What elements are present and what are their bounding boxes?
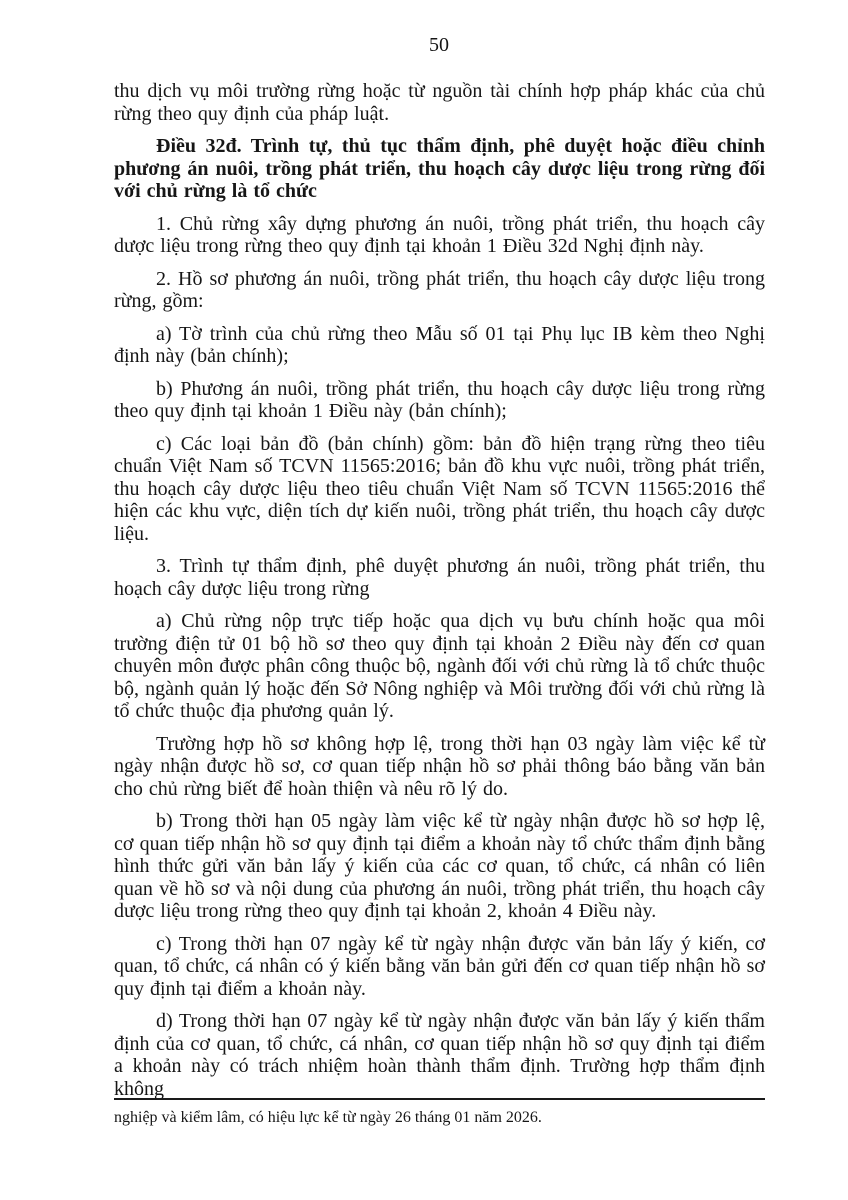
clause-3-point-d: d) Trong thời hạn 07 ngày kể từ ngày nhận được văn bản lấy ý kiến thẩm định của cơ quan, tổ chức, cá nhân, cơ quan tiếp nhận hồ sơ quy định tại điểm a khoản này có trách nhiệm hoàn thành thẩm định. Trường hợp thẩm định không xyxy=(114,1010,765,1100)
clause-3: 3. Trình tự thẩm định, phê duyệt phương án nuôi, trồng phát triển, thu hoạch cây dược liệu trong rừng xyxy=(114,555,765,600)
clause-1: 1. Chủ rừng xây dựng phương án nuôi, trồng phát triển, thu hoạch cây dược liệu trong rừng theo quy định tại khoản 1 Điều 32d Nghị định này. xyxy=(114,212,765,257)
clause-2-point-b: b) Phương án nuôi, trồng phát triển, thu hoạch cây dược liệu trong rừng theo quy định tại khoản 1 Điều này (bản chính); xyxy=(114,377,765,422)
clause-3-invalid-dossier-note: Trường hợp hồ sơ không hợp lệ, trong thời hạn 03 ngày làm việc kể từ ngày nhận được hồ sơ, cơ quan tiếp nhận hồ sơ phải thông báo bằng văn bản cho chủ rừng biết để hoàn thiện và nêu rõ lý do. xyxy=(114,732,765,800)
clause-3-point-a: a) Chủ rừng nộp trực tiếp hoặc qua dịch vụ bưu chính hoặc qua môi trường điện tử 01 bộ hồ sơ theo quy định tại khoản 2 Điều này đến cơ quan chuyên môn được phân công thuộc bộ, ngành đối với chủ rừng là tổ chức thuộc bộ, ngành quản lý hoặc đến Sở Nông nghiệp và Môi trường đối với chủ rừng là tổ chức thuộc địa phương quản lý. xyxy=(114,610,765,722)
article-heading: Điều 32đ. Trình tự, thủ tục thẩm định, phê duyệt hoặc điều chỉnh phương án nuôi, trồng phát triển, thu hoạch cây dược liệu trong rừng đối với chủ rừng là tổ chức xyxy=(114,135,765,202)
footnote-text: nghiệp và kiểm lâm, có hiệu lực kể từ ngày 26 tháng 01 năm 2026. xyxy=(114,1109,542,1126)
paragraph-continuation: thu dịch vụ môi trường rừng hoặc từ nguồn tài chính hợp pháp khác của chủ rừng theo quy định của pháp luật. xyxy=(114,80,765,125)
document-body xyxy=(114,80,765,1100)
clause-3-point-c: c) Trong thời hạn 07 ngày kể từ ngày nhận được văn bản lấy ý kiến, cơ quan, tổ chức, cá nhân có ý kiến bằng văn bản gửi đến cơ quan tiếp nhận hồ sơ quy định tại điểm a khoản này. xyxy=(114,932,765,1000)
footnote-area xyxy=(114,1098,765,1127)
page-number: 50 xyxy=(429,34,449,56)
clause-2-point-a: a) Tờ trình của chủ rừng theo Mẫu số 01 tại Phụ lục IB kèm theo Nghị định này (bản chính); xyxy=(114,322,765,367)
clause-2: 2. Hồ sơ phương án nuôi, trồng phát triển, thu hoạch cây dược liệu trong rừng, gồm: xyxy=(114,267,765,312)
clause-3-point-b: b) Trong thời hạn 05 ngày làm việc kể từ ngày nhận được hồ sơ hợp lệ, cơ quan tiếp nhận hồ sơ quy định tại điểm a khoản này tổ chức thẩm định bằng hình thức gửi văn bản lấy ý kiến của các cơ quan, tổ chức, cá nhân có liên quan về hồ sơ và nội dung của phương án nuôi, trồng phát triển, thu hoạch cây dược liệu trong rừng theo quy định tại khoản 2, khoản 4 Điều này. xyxy=(114,810,765,922)
clause-2-point-c: c) Các loại bản đồ (bản chính) gồm: bản đồ hiện trạng rừng theo tiêu chuẩn Việt Nam số TCVN 11565:2016; bản đồ khu vực nuôi, trồng phát triển, thu hoạch cây dược liệu theo tiêu chuẩn Việt Nam số TCVN 11565:2016 thể hiện các khu vực, diện tích dự kiến nuôi, trồng phát triển, thu hoạch cây dược liệu. xyxy=(114,432,765,545)
footnote-separator xyxy=(114,1098,765,1100)
